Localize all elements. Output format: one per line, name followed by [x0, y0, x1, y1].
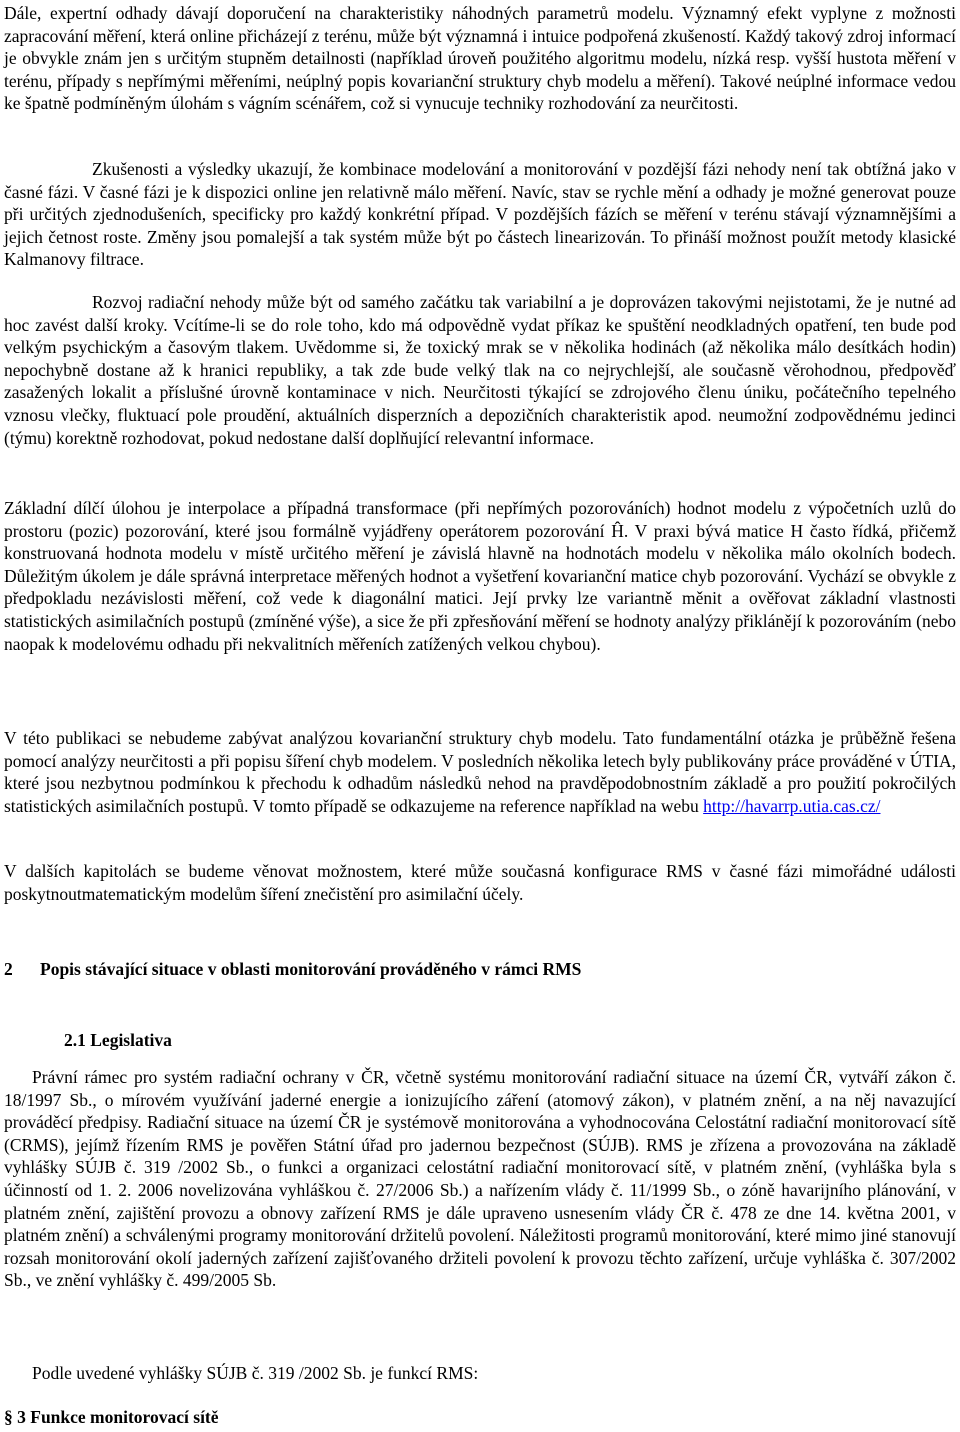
section-title: Popis stávající situace v oblasti monitorování prováděného v rámci RMS	[40, 959, 582, 979]
paragraph-publication-text: V této publikaci se nebudeme zabývat analýzou kovarianční struktury chyb modelu. Tato fundamentální otázka je průběžně řešena pomocí analýzy neurčitosti a při popisu šíření chyb modelem. V posledních několika letech byly publikovány práce prováděné v ÚTIA, které jsou nezbytnou podmínkou k přechodu k odhadům následků nehod na pravděpodobnostním základě a pro použití pokročilých statistických asimilačních postupů. V tomto případě se odkazujeme na reference například na webu	[4, 728, 956, 816]
section-heading-2	[4, 958, 956, 981]
paragraph-accident-development: Rozvoj radiační nehody může být od samého začátku tak variabilní a je doprovázen takovými nejistotami, že je nutné ad hoc zavést další kroky. Vcítíme-li se do role toho, kdo má odpovědně vydat příkaz ke spuštění neodkladných opatření, ten bude pod velkým psychickým a časovým tlakem. Uvědomme si, že toxický mrak se v několika hodinách (až několika málo desítkách hodin) nepochybně dostane až k hranici republiky, a tak zde bude velký tlak na co nejrychlejší, ale současně věrohodnou, předpověď zasažených lokalit a příslušné úrovně kontaminace v nich. Neurčitosti týkající se zdrojového členu úniku, počátečního tepelného vznosu vlečky, fluktuací pole proudění, aktuálních disperzních a depozičních charakteristik apod. neumožní zodpovědnému jedinci (týmu) korektně rozhodovat, pokud nedostane další doplňující relevantní informace.	[4, 292, 956, 448]
havarrp-link[interactable]: http://havarrp.utia.cas.cz/	[703, 795, 881, 816]
paragraph-publication-scope	[4, 727, 956, 817]
paragraph-rms-function-intro: Podle uvedené vyhlášky SÚJB č. 319 /2002 Sb. je funkcí RMS:	[32, 1363, 479, 1383]
paragraph-next-chapters: V dalších kapitolách se budeme věnovat možnostem, které může současná konfigurace RMS v časné fázi mimořádné události poskytnoutmatematickým modelům šíření znečistění pro asimilační účely.	[4, 861, 956, 904]
section-number: 2	[4, 959, 13, 979]
paragraph-heading-functions: § 3 Funkce monitorovací sítě	[4, 1407, 219, 1427]
paragraph-expert-estimates: Dále, expertní odhady dávají doporučení na charakteristiky náhodných parametrů modelu. Významný efekt vyplyne z možnosti zapracování měření, která online přicházejí z terénu, může být významná i intuice podpořená zkušeností. Každý takový zdroj informací je obvykle znám jen s určitým stupněm detailnosti (například úroveň použitého algoritmu modelu, nízká resp. vyšší hustota měření v terénu, případy s nepřímými měřeními, neúplný popis kovarianční struktury chyb modelu a měření). Takové neúplné informace vedou ke špatně podmíněným úlohám s vágním scénářem, což si vynucuje techniky rozhodování za neurčitosti.	[4, 3, 956, 114]
paragraph-experience-results: Zkušenosti a výsledky ukazují, že kombinace modelování a monitorování v pozdější fázi nehody není tak obtížná jako v časné fázi. V časné fázi je k dispozici online jen relativně málo měření. Navíc, stav se rychle mění a odhady je možné generovat pouze při určitých zjednodušeních, specificky pro každý konkrétní případ. V pozdějších fázích se měření v terénu stávají významnějšími a jejich četnost roste. Změny jsou pomalejší a tak systém může být po částech linearizován. To přináší možnost použít metody klasické Kalmanovy filtrace.	[4, 159, 956, 270]
paragraph-legal-framework: Právní rámec pro systém radiační ochrany v ČR, včetně systému monitorování radiační situace na území ČR, vytváří zákon č. 18/1997 Sb., o mírovém využívání jaderné energie a ionizujícího záření (atomový zákon), v platném znění, a na něj navazující prováděcí předpisy. Radiační situace na území ČR je systémově monitorována a vyhodnocována Celostátní radiační monitorovací sítě (CRMS), jejímž řízením RMS je pověřen Státní úřad pro jadernou bezpečnost (SÚJB). RMS je zřízena a provozována na základě vyhlášky SÚJB č. 319 /2002 Sb., o funkci a organizaci celostátní radiační monitorovací sítě, v platném znění, (vyhláška byla s účinností od 1. 2. 2006 novelizována vyhláškou č. 27/2006 Sb.) a nařízením vlády č. 11/1999 Sb., o zóně havarijního plánování, v platném znění, zajištění provozu a obnovy zařízení RMS je dále upraveno usnesením vlády ČR č. 478 ze dne 14. května 2001, v platném znění) a schválenými programy monitorování držitelů povolení. Náležitosti programů monitorování, které mimo jiné stanovují rozsah monitorování okolí jaderných zařízení zajišťovaného držiteli povolení k provozu těchto zařízení, určuje vyhláška č. 307/2002 Sb., ve znění vyhlášky č. 499/2005 Sb.	[4, 1067, 956, 1291]
paragraph-interpolation-task: Základní dílčí úlohou je interpolace a případná transformace (při nepřímých pozorováních) hodnot modelu z výpočetních uzlů do prostoru (pozic) pozorování, které jsou formálně vyjádřeny operátorem pozorování Ĥ. V praxi bývá matice H často řídká, přičemž konstruovaná hodnota modelu v místě určitého měření je závislá hlavně na hodnotách modelu v několika málo okolních bodech. Důležitým úkolem je dále správná interpretace měřených hodnot a vyšetření kovarianční matice chyb pozorování. Vychází se obvykle z předpokladu nezávislosti měření, což vede k diagonální matici. Její prvky lze variantně měnit a ověřovat základní vlastnosti statistických asimilačních postupů (zmíněné výše), a sice že při zpřesňování měření se hodnoty analýzy přiklánějí k pozorováním (nebo naopak k modelovému odhadu při nekvalitních měřeních zatížených velkou chybou).	[4, 498, 956, 654]
subsection-heading-legislation: 2.1 Legislativa	[64, 1030, 172, 1050]
